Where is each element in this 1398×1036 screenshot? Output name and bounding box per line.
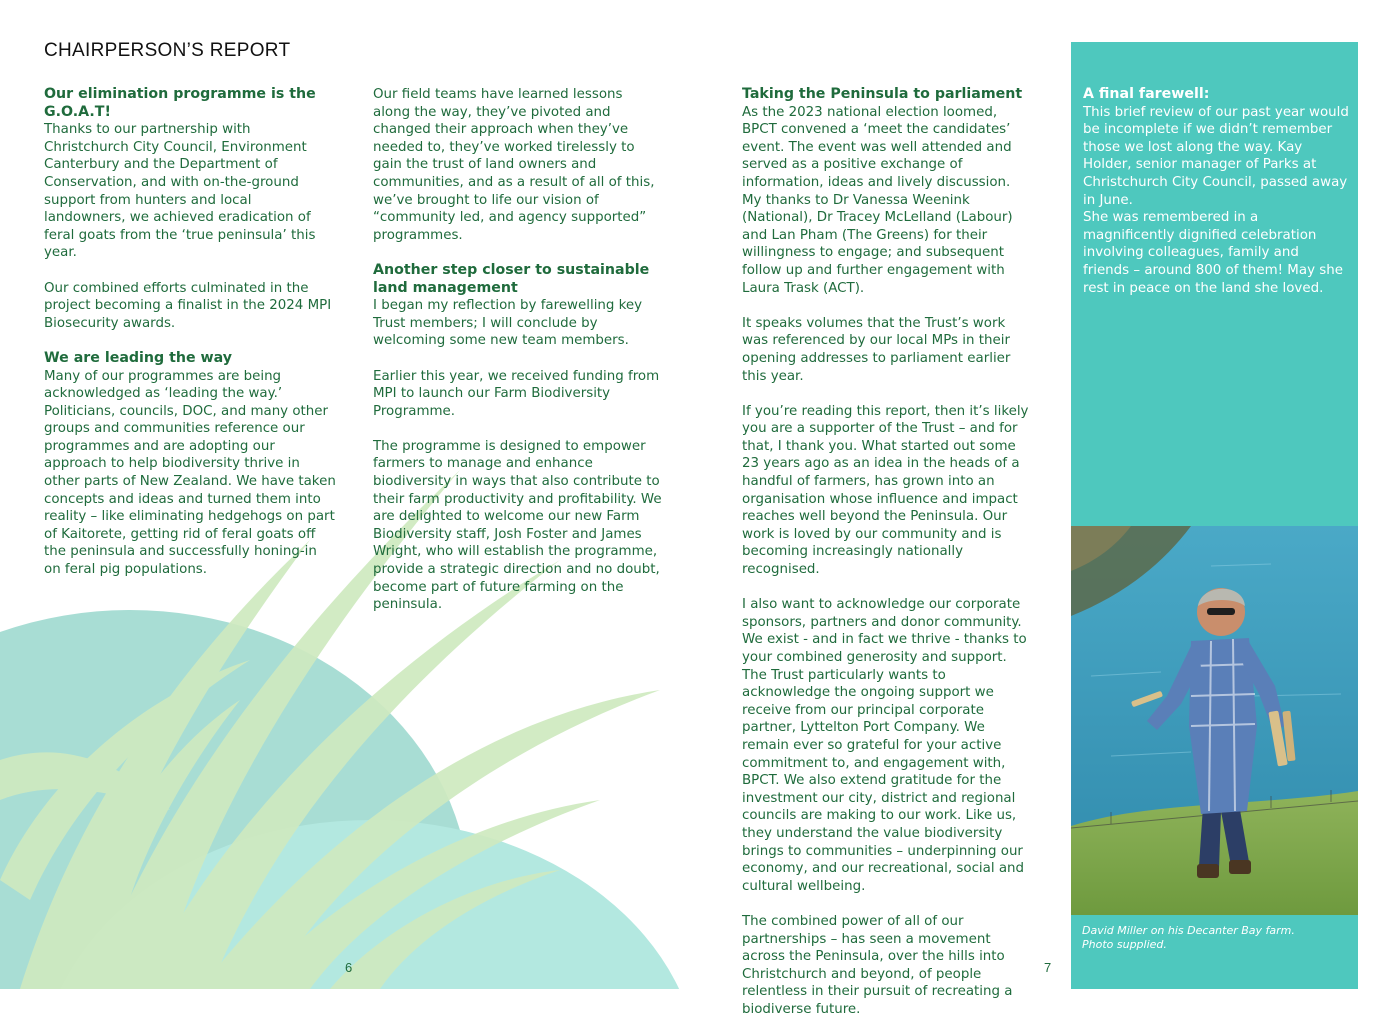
column-3 — [742, 86, 1034, 1036]
paragraph: She was remembered in a magnificently dignified celebration involving colleagues, family and friends – around 800 of them! May she rest in peace on the land she loved. — [1083, 210, 1343, 296]
paragraph: The combined power of all of our partnerships – has seen a movement across the Peninsula, over the hills into Christchurch and beyond, of people relentless in their pursuit of recreating a biodiverse future. — [742, 913, 1013, 1017]
paragraph: Many of our programmes are being acknowledged as ‘leading the way.’ Politicians, councils, DOC, and many other groups and communities reference our programmes and are adopting our approach to help biodiversity thrive in other parts of New Zealand. We have taken concepts and ideas and turned them into reality – like eliminating hedgehogs on part of Kaitorete, getting rid of feral goats off the peninsula and successfully honing-in on feral pig populations. — [44, 368, 336, 578]
paragraph: The programme is designed to empower farmers to manage and enhance biodiversity in ways that also contribute to their farm productivity and profitability. We are delighted to welcome our new Farm Biodiversity staff, Josh Foster and James Wright, who will establish the programme, provide a strategic direction and no doubt, become part of future farming on the peninsula. — [373, 438, 662, 613]
page-number-left: 6 — [345, 960, 353, 975]
paragraph: Our combined efforts culminated in the project becoming a finalist in the 2024 MPI Biosecurity awards. — [44, 280, 332, 331]
column-2 — [373, 86, 663, 631]
paragraph: Our field teams have learned lessons along the way, they’ve pivoted and changed their approach when they’ve needed to, they’ve worked tirelessly to gain the trust of land owners and communities, and as a result of all of this, we’ve brought to life our vision of “community led, and agency supported” programmes. — [373, 87, 655, 243]
page-number-right: 7 — [1044, 960, 1052, 975]
caption-credit: Photo supplied. — [1082, 938, 1167, 951]
column-4 — [1083, 86, 1349, 315]
section-heading: Our elimination programme is the G.O.A.T! — [44, 86, 316, 120]
paragraph: This brief review of our past year would be incomplete if we didn’t remember those we lost along the way. Kay Holder, senior manager of Parks at Christchurch City Council, passed away in June. — [1083, 104, 1349, 208]
paragraph: I began my reflection by farewelling key Trust members; I will conclude by welcoming some new team members. — [373, 298, 643, 349]
caption-line: David Miller on his Decanter Bay farm. — [1082, 924, 1295, 937]
section-heading: We are leading the way — [44, 349, 233, 366]
paragraph: Thanks to our partnership with Christchurch City Council, Environment Canterbury and the Department of Conservation, and with on-the-ground support from hunters and local landowners, we achieved eradication of feral goats from the ‘true peninsula’ this year. — [44, 122, 316, 261]
farmer-photo — [1071, 526, 1358, 915]
column-1 — [44, 86, 336, 596]
photo-illustration — [1071, 526, 1358, 915]
paragraph: As the 2023 national election loomed, BPCT convened a ‘meet the candidates’ event. The event was well attended and served as a positive exchange of information, ideas and lively discussion. My thanks to Dr Vanessa Weenink (National), Dr Tracey McLelland (Labour) and Lan Pham (The Greens) for their willingness to engage; and subsequent follow up and further engagement with Laura Trask (ACT). — [742, 104, 1013, 296]
section-heading: A final farewell: — [1083, 86, 1210, 102]
paragraph: It speaks volumes that the Trust’s work was referenced by our local MPs in their opening addresses to parliament earlier this year. — [742, 315, 1011, 384]
paragraph: I also want to acknowledge our corporate sponsors, partners and donor community. We exist - and in fact we thrive - thanks to your combined generosity and support. The Trust particularly wants to acknowledge the ongoing support we receive from our principal corporate partner, Lyttelton Port Company. We remain ever so grateful for your active commitment to, and engagement with, BPCT. We also extend gratitude for the investment our city, district and regional councils are making to our work. Like us, they understand the value biodiversity brings to communities – underpinning our economy, and our recreational, social and cultural wellbeing. — [742, 597, 1027, 894]
photo-caption — [1082, 924, 1342, 952]
page-title: CHAIRPERSON’S REPORT — [44, 40, 291, 61]
section-heading: Taking the Peninsula to parliament — [742, 86, 1023, 102]
paragraph: If you’re reading this report, then it’s likely you are a supporter of the Trust – and for that, I thank you. What started out some 23 years ago as an idea in the heads of a handful of farmers, has grown into an organisation whose influence and impact reaches well beyond the Peninsula. Our work is loved by our community and is becoming increasingly nationally recognised. — [742, 403, 1029, 578]
section-heading: Another step closer to sustainable land management — [373, 261, 650, 296]
paragraph: Earlier this year, we received funding from MPI to launch our Farm Biodiversity Programme. — [373, 368, 660, 419]
